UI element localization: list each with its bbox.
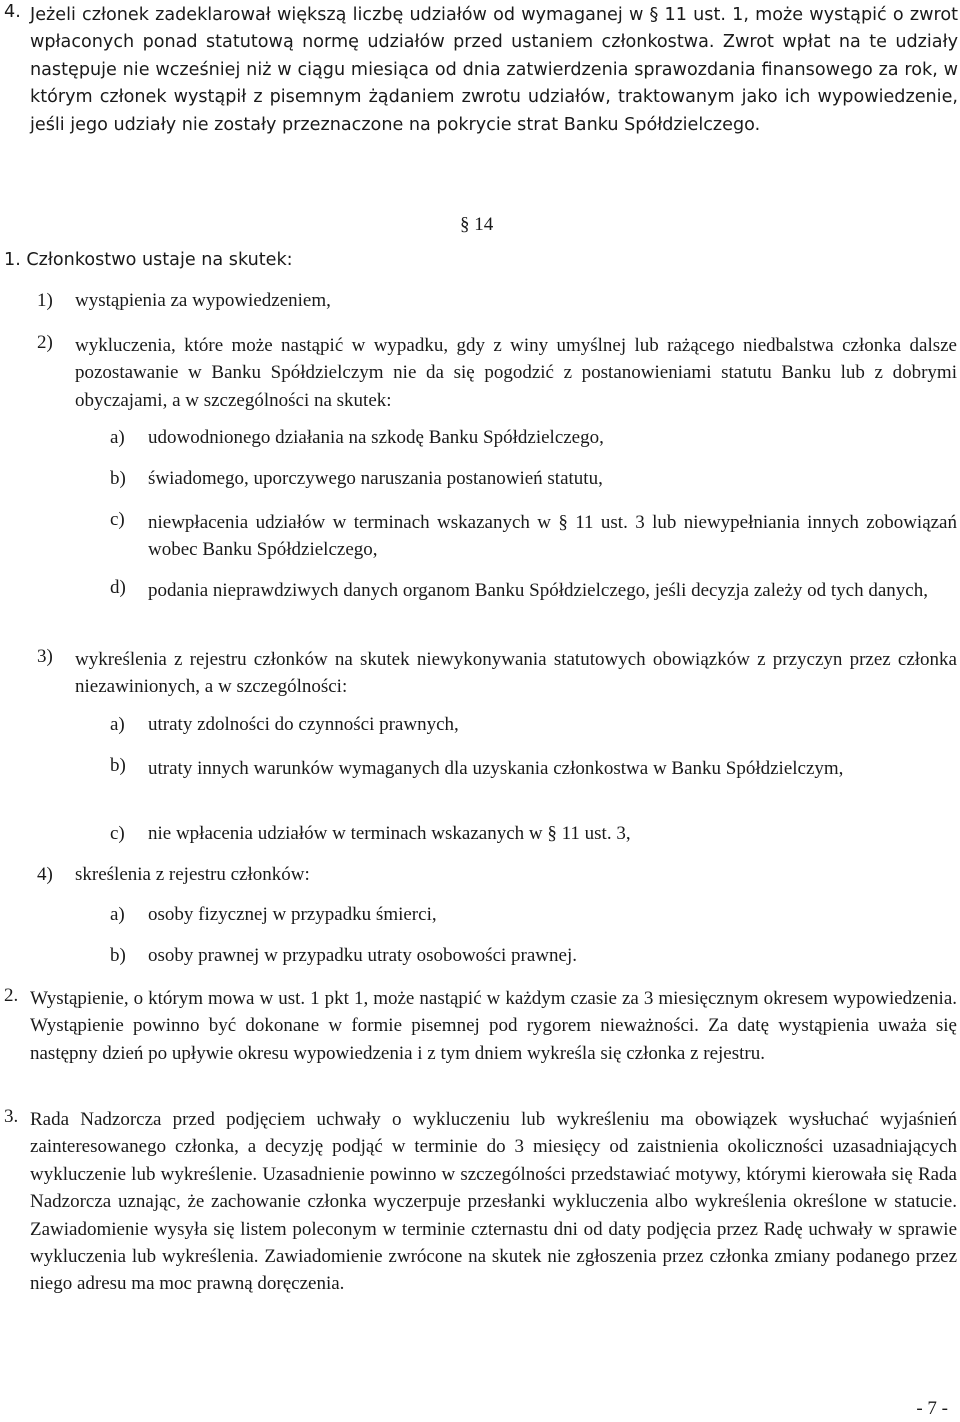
list-item-text: wykreślenia z rejestru członków na skutek niewykonywania statutowych obowiązków z przyczyn przez członka niezawinionych, a w szczególności: bbox=[75, 649, 957, 698]
list-subitem-letter: c) bbox=[110, 509, 125, 530]
paragraph-text: Rada Nadzorcza przed podjęciem uchwały o wykluczeniu lub wykreśleniu ma obowiązek wysłuchać wyjaśnień zainteresowanego członka, a decyzję podjąć w terminie do 3 miesięcy od zaistnienia okoliczności uzasadniających wykluczenie lub wykreślenie. Uzasadnienie powinno w szczególności przedstawiać motywy, którymi kierowała się Rada Nadzorcza uznając, że zachowanie członka wyczerpuje przesłanki wykluczenia albo wykreślenia określone w statucie. Zawiadomienie wysyła się listem poleconym w terminie czternastu dni od daty podjęcia przez Radę uchwały w sprawie wykluczenia lub wykreślenia. Zawiadomienie zwrócone na skutek nie zgłoszenia przez członka zmiany podanego przez niego adresu ma moc prawną doręczenia. bbox=[30, 1109, 957, 1295]
list-subitem-text: utraty innych warunków wymaganych dla uzyskania członkostwa w Banku Spółdzielczym, bbox=[148, 758, 844, 779]
point-2 bbox=[4, 985, 957, 1067]
list-subitem-3c bbox=[110, 823, 957, 845]
list-subitem-2d bbox=[110, 577, 957, 604]
list-item-text: wystąpienia za wypowiedzeniem, bbox=[75, 290, 331, 311]
list-subitem-2c bbox=[110, 509, 957, 564]
paragraph-4 bbox=[4, 2, 958, 139]
list-subitem-letter: b) bbox=[110, 945, 126, 966]
list-item-4 bbox=[37, 864, 957, 886]
list-subitem-text: osoby prawnej w przypadku utraty osobowości prawnej. bbox=[148, 945, 577, 966]
list-subitem-text: osoby fizycznej w przypadku śmierci, bbox=[148, 904, 437, 925]
list-item-number: 3) bbox=[37, 646, 53, 667]
section-heading: § 14 bbox=[460, 214, 494, 235]
list-item-2 bbox=[37, 332, 957, 414]
list-subitem-2b bbox=[110, 468, 957, 490]
list-subitem-text: utraty zdolności do czynności prawnych, bbox=[148, 714, 459, 735]
list-item-number: 2) bbox=[37, 332, 53, 353]
paragraph-text: Jeżeli członek zadeklarował większą liczbę udziałów od wymaganej w § 11 ust. 1, może wystąpić o zwrot wpłaconych ponad statutową normę udziałów przed ustaniem członkostwa. Zwrot wpłat na te udziały następuje nie wcześniej niż w ciągu miesiąca od dnia zatwierdzenia sprawozdania finansowego za rok, w którym członek wystąpił z pisemnym żądaniem zwrotu udziałów, traktowanym jako ich wypowiedzenie, jeśli jego udziały nie zostały przeznaczone na pokrycie strat Banku Spółdzielczego. bbox=[30, 5, 958, 135]
paragraph-text: Wystąpienie, o którym mowa w ust. 1 pkt 1, może nastąpić w każdym czasie za 3 miesięcznym okresem wypowiedzenia. Wystąpienie powinno być dokonane w formie pisemnej pod rygorem nieważności. Za datę wystąpienia uważa się następny dzień po upływie okresu wypowiedzenia i z tym dniem wykreśla się członka z rejestru. bbox=[30, 988, 957, 1064]
list-item-number: 4) bbox=[37, 864, 53, 885]
paragraph-number: 3. bbox=[4, 1106, 19, 1127]
list-subitem-text: udowodnionego działania na szkodę Banku Spółdzielczego, bbox=[148, 427, 604, 448]
list-subitem-letter: d) bbox=[110, 577, 126, 598]
point-3 bbox=[4, 1106, 957, 1298]
point-1-lead: 1. Członkostwo ustaje na skutek: bbox=[4, 250, 293, 270]
list-subitem-4a bbox=[110, 904, 957, 926]
list-subitem-letter: b) bbox=[110, 755, 126, 776]
list-item-number: 1) bbox=[37, 290, 53, 311]
list-item-3 bbox=[37, 646, 957, 701]
list-item-text: wykluczenia, które może nastąpić w wypadku, gdy z winy umyślnej lub rażącego niedbalstwa członka dalsze pozostawanie w Banku Spółdzielczym nie da się pogodzić z postanowieniami statutu Banku lub z dobrymi obyczajami, a w szczególności na skutek: bbox=[75, 335, 957, 411]
list-subitem-text: nie wpłacenia udziałów w terminach wskazanych w § 11 ust. 3, bbox=[148, 823, 631, 844]
list-subitem-3a bbox=[110, 714, 957, 736]
list-subitem-text: świadomego, uporczywego naruszania postanowień statutu, bbox=[148, 468, 603, 489]
list-subitem-text: podania nieprawdziwych danych organom Banku Spółdzielczego, jeśli decyzja zależy od tych danych, bbox=[148, 580, 928, 601]
list-subitem-2a bbox=[110, 427, 957, 449]
list-subitem-letter: b) bbox=[110, 468, 126, 489]
list-subitem-letter: c) bbox=[110, 823, 125, 844]
paragraph-number: 2. bbox=[4, 985, 19, 1006]
list-subitem-letter: a) bbox=[110, 904, 125, 925]
list-subitem-text: niewpłacenia udziałów w terminach wskazanych w § 11 ust. 3 lub niewypełniania innych zobowiązań wobec Banku Spółdzielczego, bbox=[148, 512, 957, 561]
list-subitem-3b bbox=[110, 755, 957, 782]
list-subitem-letter: a) bbox=[110, 427, 125, 448]
paragraph-number: 4. bbox=[4, 2, 21, 22]
list-subitem-4b bbox=[110, 945, 957, 967]
list-subitem-letter: a) bbox=[110, 714, 125, 735]
page-number: - 7 - bbox=[916, 1398, 948, 1419]
list-item-text: skreślenia z rejestru członków: bbox=[75, 864, 310, 885]
list-item-1 bbox=[37, 290, 937, 312]
